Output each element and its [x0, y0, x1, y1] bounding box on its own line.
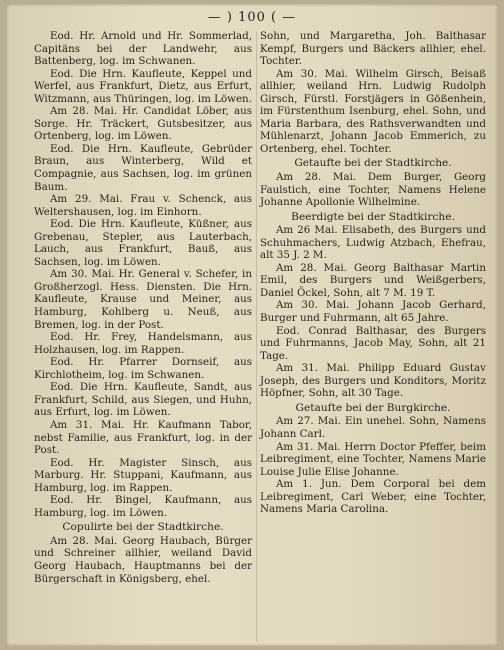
entry-paragraph: Am 30. Mai. Hr. General v. Schefer, in Großherzogl. Hess. Diensten. Die Hrn. Kaufleute, Krause und Meiner, aus Hamburg, Kohlberg u. Neuß, aus Bremen, log. in der Post.: [34, 268, 252, 331]
page-number: — ) 100 ( —: [207, 10, 297, 25]
column-divider: [256, 32, 257, 642]
entry-paragraph: Am 28. Mai. Georg Haubach, Bürger und Schreiner allhier, weiland David Georg Haubach, Hauptmanns bei der Bürgerschaft in Königsberg, ehel.: [34, 534, 252, 585]
entry-paragraph: Am 28. Mai. Georg Balthasar Martin Emil, des Burgers und Weißgerbers, Daniel Öckel, Sohn, alt 7 M. 19 T.: [260, 261, 486, 299]
entry-paragraph: Am 28. Mai. Dem Burger, Georg Faulstich, eine Tochter, Namens Helene Johanne Apollonie Wilhelmine.: [260, 171, 486, 209]
entry-paragraph: Am 30. Mai. Wilhelm Girsch, Beisaß allhier, weiland Hrn. Ludwig Rudolph Girsch, Fürstl. Forstjägers in Gößenhein, im Fürstenthum Isenburg, ehel. Sohn, und Maria Barbara, des Rathsverwandten und Mühlenarzt, Johann Jacob Emmerich, zu Ortenberg, ehel. Tochter.: [260, 67, 486, 155]
entry-paragraph: Am 29. Mai. Frau v. Schenck, aus Weltershausen, log. im Einhorn.: [34, 193, 252, 218]
entry-paragraph: Eod. Hr. Arnold und Hr. Sommerlad, Capitäns bei der Landwehr, aus Battenberg, log. im Schwanen.: [34, 30, 252, 68]
entry-paragraph: Am 28. Mai. Hr. Candidat Löber, aus Sorge. Hr. Träckert, Gutsbesitzer, aus Ortenberg, log. im Löwen.: [34, 105, 252, 143]
entry-paragraph: Am 31. Mai. Philipp Eduard Gustav Joseph, des Burgers und Konditors, Moritz Höpfner, Sohn, alt 30 Tage.: [260, 362, 486, 400]
section-heading: Copulirte bei der Stadtkirche.: [62, 521, 224, 534]
entry-paragraph: Eod. Die Hrn. Kaufleute, Sandt, aus Frankfurt, Schild, aus Siegen, und Huhn, aus Erfurt, log. im Löwen.: [34, 381, 252, 419]
newspaper-page: [6, 4, 498, 646]
section-heading: Getaufte bei der Burgkirche.: [295, 401, 451, 414]
entry-paragraph: Am 31. Mai. Hr. Kaufmann Tabor, nebst Familie, aus Frankfurt, log. in der Post.: [34, 418, 252, 457]
entry-paragraph: Sohn, und Margaretha, Joh. Balthasar Kempf, Burgers und Bäckers allhier, ehel. Tochter.: [260, 30, 486, 68]
right-column: [260, 30, 486, 516]
entry-paragraph: Am 31. Mai. Herrn Doctor Pfeffer, beim Leibregiment, eine Tochter, Namens Marie Louise Julie Elise Johanne.: [260, 440, 486, 478]
section-heading: Beerdigte bei der Stadtkirche.: [291, 210, 455, 223]
entry-paragraph: Eod. Hr. Pfarrer Dornseif, aus Kirchlotheim, log. im Schwanen.: [34, 356, 252, 381]
entry-paragraph: Eod. Conrad Balthasar, des Burgers und Fuhrmanns, Jacob May, Sohn, alt 21 Tage.: [260, 324, 486, 362]
entry-paragraph: Am 1. Jun. Dem Corporal bei dem Leibregiment, Carl Weber, eine Tochter, Namens Maria Carolina.: [260, 478, 486, 516]
entry-paragraph: Eod. Hr. Frey, Handelsmann, aus Holzhausen, log. im Rappen.: [34, 331, 252, 356]
section-heading: Getaufte bei der Stadtkirche.: [294, 157, 452, 170]
entry-paragraph: Eod. Die Hrn. Kaufleute, Keppel und Werfel, aus Frankfurt, Dietz, aus Erfurt, Witzmann, aus Thüringen, log. im Löwen.: [34, 67, 252, 105]
left-column: [34, 30, 252, 585]
entry-paragraph: Am 27. Mai. Ein unehel. Sohn, Namens Johann Carl.: [260, 415, 486, 440]
entry-paragraph: Eod. Hr. Magister Sinsch, aus Marburg. Hr. Stuppani, Kaufmann, aus Hamburg, log. im Rappen.: [34, 456, 252, 494]
entry-paragraph: Am 26 Mai. Elisabeth, des Burgers und Schuhmachers, Ludwig Atzbach, Ehefrau, alt 35 J. 2 M.: [260, 224, 486, 262]
entry-paragraph: Eod. Die Hrn. Kaufleute, Küßner, aus Grebenau, Stepler, aus Lauterbach, Lauch, aus Frankfurt, Bauß, aus Sachsen, log. im Löwen.: [34, 218, 252, 268]
entry-paragraph: Am 30. Mai. Johann Jacob Gerhard, Burger und Fuhrmann, alt 65 Jahre.: [260, 299, 486, 325]
entry-paragraph: Eod. Hr. Bingel, Kaufmann, aus Hamburg, log. im Löwen.: [34, 494, 252, 519]
entry-paragraph: Eod. Die Hrn. Kaufleute, Gebrüder Braun, aus Winterberg, Wild et Compagnie, aus Sachsen, log. im grünen Baum.: [34, 142, 252, 193]
